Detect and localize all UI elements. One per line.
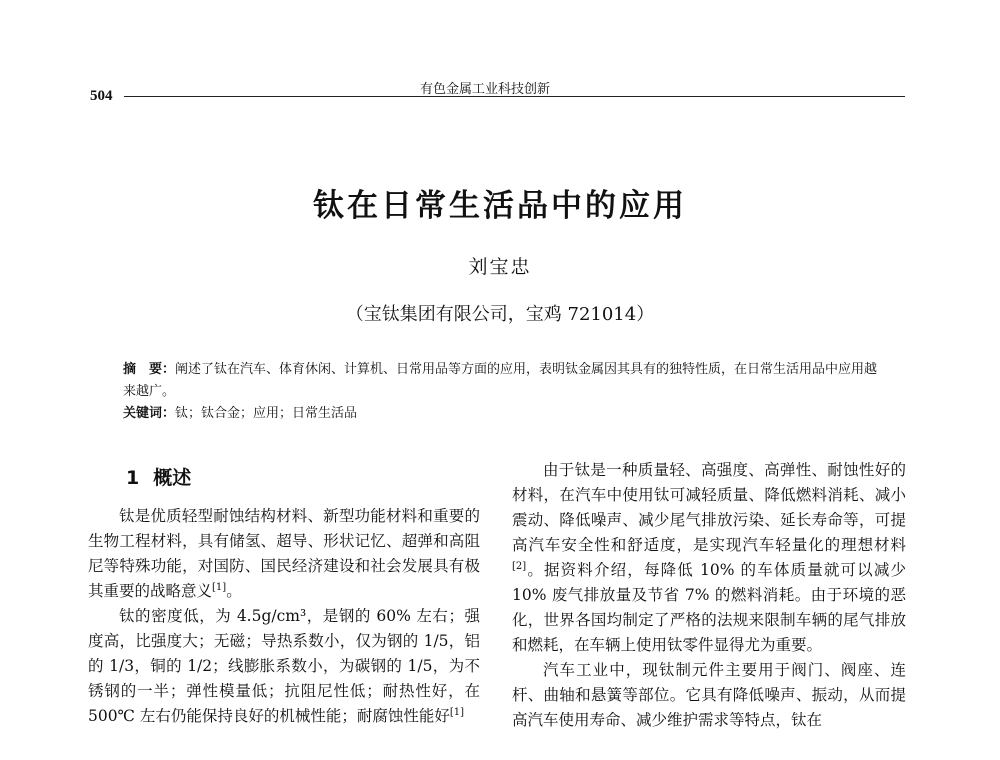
abstract-block [123, 359, 883, 425]
keywords-text: 钛；钛合金；应用；日常生活品 [175, 406, 358, 421]
section-number: 1 [126, 467, 140, 489]
paragraph-text: 。据资料介绍，每降低 10% 的车体质量就可以减少 10% 废气排放量及节省 7% 的燃料消耗。由于环境的恶化，世界各国均制定了严格的法规来限制车辆的尾气排放和燃耗，在车辆上使用钛零件显得尤为重要。 [512, 561, 906, 654]
paragraph-end: 。 [226, 582, 242, 600]
keywords-paragraph [123, 403, 883, 425]
body-paragraph [512, 458, 906, 658]
section-heading [88, 458, 480, 504]
citation-ref: [2] [512, 560, 527, 572]
body-paragraph [88, 604, 480, 729]
journal-name: 有色金属工业科技创新 [420, 82, 551, 97]
left-column [88, 458, 480, 729]
citation-ref: [1] [212, 581, 227, 593]
section-title: 概述 [153, 467, 192, 489]
page-number: 504 [90, 88, 113, 104]
running-header [90, 78, 905, 102]
abstract-paragraph [123, 359, 883, 403]
abstract-text: 阐述了钛在汽车、体育休闲、计算机、日常用品等方面的应用，表明钛金属因其具有的独特性质，在日常生活用品中应用越来越广。 [123, 362, 878, 399]
citation-ref: [1] [449, 706, 465, 718]
keywords-label: 关键词： [123, 406, 176, 421]
article-author: 刘宝忠 [468, 256, 532, 278]
paragraph-text: 钛是优质轻型耐蚀结构材料、新型功能材料和重要的生物工程材料，具有储氢、超导、形状记忆、超弹和高阻尼等特殊功能，对国防、国民经济建设和社会发展具有极其重要的战略意义 [88, 507, 480, 600]
body-paragraph [88, 504, 480, 604]
paragraph-text: 钛的密度低，为 4.5g/cm³，是钢的 60% 左右；强度高，比强度大；无磁；导热系数小，仅为钢的 1/5，铝的 1/3，铜的 1/2；线膨胀系数小，为碳钢的 1/5，为不锈钢的一半；弹性模量低；抗阻尼性低；耐热性好，在 500℃ 左右仍能保持良好的机械性能；耐腐蚀性能好 [88, 607, 480, 725]
right-column [512, 458, 906, 733]
article-title: 钛在日常生活品中的应用 [313, 188, 687, 224]
header-rule [124, 96, 905, 97]
abstract-label: 摘 要： [123, 362, 176, 377]
author-affiliation: （宝钛集团有限公司，宝鸡 721014） [345, 304, 655, 325]
paragraph-text: 由于钛是一种质量轻、高强度、高弹性、耐蚀性好的材料，在汽车中使用钛可减轻质量、降低燃料消耗、减小震动、降低噪声、减少尾气排放污染、延长寿命等，可提高汽车安全性和舒适度，是实现汽车轻量化的理想材料 [512, 461, 906, 554]
body-paragraph [512, 658, 906, 733]
paragraph-text: 汽车工业中，现钛制元件主要用于阀门、阀座、连杆、曲轴和悬簧等部位。它具有降低噪声、振动，从而提高汽车使用寿命、减少维护需求等特点，钛在 [512, 661, 906, 729]
